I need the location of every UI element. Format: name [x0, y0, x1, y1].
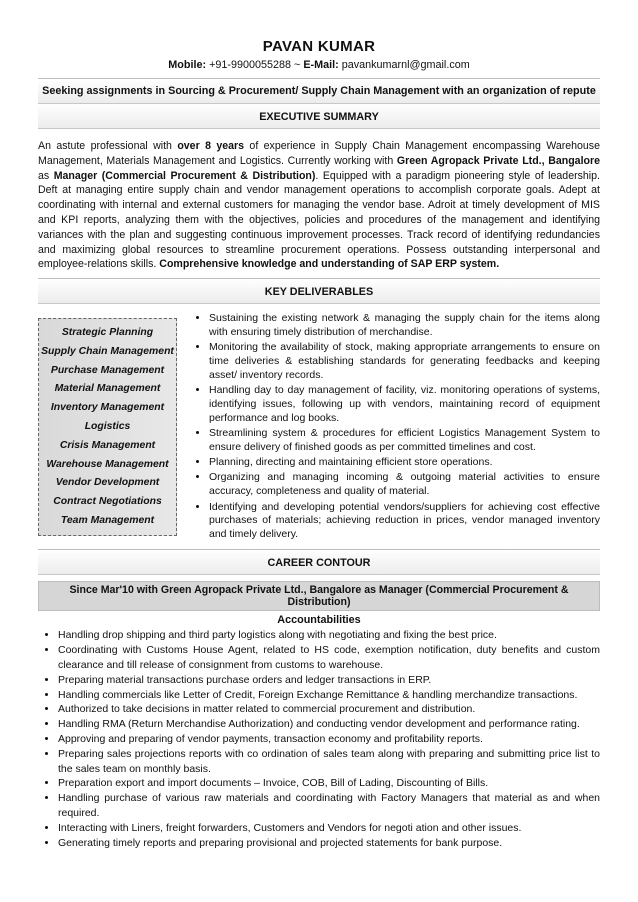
skills-box [38, 318, 177, 536]
objective-statement: Seeking assignments in Sourcing & Procurement/ Supply Chain Management with an organization of repute [38, 79, 600, 103]
deliverable-item: • Monitoring the availability of stock, making appropriate arrangements to ensure on time deliveries & establishing standards for generating feedbacks and keeping asset/ inventory records. [209, 341, 600, 382]
skill-item: Crisis Management [59, 439, 156, 451]
email-address: pavankumarnl@gmail.com [341, 59, 470, 71]
deliverable-item: • Sustaining the existing network & managing the supply chain for the items along with ensuring timely distribution of merchandise. [209, 312, 600, 340]
divider [38, 128, 600, 129]
divider [38, 303, 600, 304]
skill-item: Strategic Planning [61, 326, 154, 338]
mobile-label: Mobile: [168, 59, 207, 71]
summary-text: . Equipped with a paradigm pioneering style of leadership. Deft at managing entire supply chain and vendor management operations to accomplish corporate goals. Adept at coordinating with internal and external customers for managing the vendor base. Adroit at timely development of MIS and KPI reports, analyzing them with the objectives, policies and procedures of the management and identifying variances with the plan and suggesting continuous improvement processes. Track record of identifying redundancies and maximizing global resources to streamline procurement operations. Possess outstanding interpersonal and employee-relations skills. [38, 169, 600, 271]
accountability-item: • Approving and preparing of vendor payments, transaction economy and profitability reports. [58, 732, 600, 747]
accountability-item: • Generating timely reports and preparing provisional and projected statements for bank purpose. [58, 836, 600, 851]
current-position: Since Mar'10 with Green Agropack Private Ltd., Bangalore as Manager (Commercial Procurement & Distribution) [38, 581, 600, 611]
deliverable-item: • Organizing and managing incoming & outgoing material activities to ensure accuracy, completeness and quality of material. [209, 471, 600, 499]
career-contour-title: CAREER CONTOUR [38, 550, 600, 574]
skill-item: Vendor Development [55, 477, 160, 489]
accountability-item: • Preparing material transactions purchase orders and ledger transactions in ERP. [58, 673, 600, 688]
accountabilities-title: Accountabilities [277, 614, 361, 627]
skill-item: Logistics [84, 420, 131, 432]
deliverable-item: • Identifying and developing potential vendors/suppliers for achieving cost effective purchases of materials; achieving reduction in prices, vendor managed inventory and timely delivery. [209, 501, 600, 542]
key-deliverables-list [189, 312, 600, 543]
executive-summary-title: EXECUTIVE SUMMARY [38, 104, 600, 128]
skill-item: Inventory Management [50, 402, 165, 414]
accountability-item: • Handling drop shipping and third party logistics along with negotiating and fixing the best price. [58, 628, 600, 643]
accountability-item: • Handling RMA (Return Merchandise Authorization) and conducting vendor development and performance rating. [58, 717, 600, 732]
resume-page [38, 38, 600, 850]
accountability-item: • Handling commercials like Letter of Credit, Foreign Exchange Remittance & handling merchandize transactions. [58, 688, 600, 703]
deliverable-item: • Handling day to day management of facility, viz. monitoring operations of systems, identifying issues, following up with vendors, maintaining record of equipment performance and log books. [209, 384, 600, 425]
email-label: E-Mail: [303, 59, 339, 71]
candidate-name: PAVAN KUMAR [262, 38, 376, 55]
summary-highlight: Green Agropack Private Ltd., Bangalore [396, 154, 600, 167]
key-deliverables-section [38, 312, 600, 543]
accountability-item: • Coordinating with Customs House Agent, related to HS code, exemption notification, duty benefits and custom clearance and till release of consignment from customs to warehouse. [58, 643, 600, 673]
skill-item: Warehouse Management [46, 458, 169, 470]
accountability-item: • Authorized to take decisions in matter related to commercial procurement and distribution. [58, 702, 600, 717]
skill-item: Material Management [54, 383, 161, 395]
summary-highlight: Manager (Commercial Procurement & Distribution) [53, 169, 316, 182]
executive-summary-paragraph [38, 139, 600, 272]
skill-item: Supply Chain Management [41, 345, 174, 357]
contact-separator: ~ [294, 59, 301, 71]
accountability-item: • Preparation export and import documents – Invoice, COB, Bill of Lading, Discounting of Bills. [58, 776, 600, 791]
summary-text: as [38, 169, 54, 182]
mobile-number: +91-9900055288 [209, 59, 292, 71]
summary-text: An astute professional with [38, 140, 178, 152]
deliverable-item: • Streamlining system & procedures for efficient Logistics Management System to ensure delivery of finished goods as per committed timelines and cost. [209, 427, 600, 455]
divider [38, 574, 600, 575]
accountability-item: • Interacting with Liners, freight forwarders, Customers and Vendors for negoti ation and other issues. [58, 821, 600, 836]
accountability-item: • Handling purchase of various raw materials and coordinating with Factory Managers that material as and when required. [58, 791, 600, 821]
summary-highlight: over 8 years [177, 140, 245, 152]
skill-item: Purchase Management [50, 364, 165, 376]
key-deliverables-title: KEY DELIVERABLES [38, 279, 600, 303]
skill-item: Contract Negotiations [53, 496, 162, 508]
skill-item: Team Management [60, 514, 155, 526]
contact-line [38, 59, 600, 71]
summary-text: of experience in Supply Chain Management encompassing Warehouse Management, Materials Management and Logistics. Currently working with [38, 140, 600, 167]
accountabilities-list [38, 628, 600, 850]
accountability-item: • Preparing sales projections reports with co ordination of sales team along with preparing and submitting price list to the sales team on monthly basis. [58, 747, 600, 777]
summary-highlight: Comprehensive knowledge and understanding of SAP ERP system. [159, 258, 500, 271]
deliverable-item: • Planning, directing and maintaining efficient store operations. [209, 456, 600, 470]
